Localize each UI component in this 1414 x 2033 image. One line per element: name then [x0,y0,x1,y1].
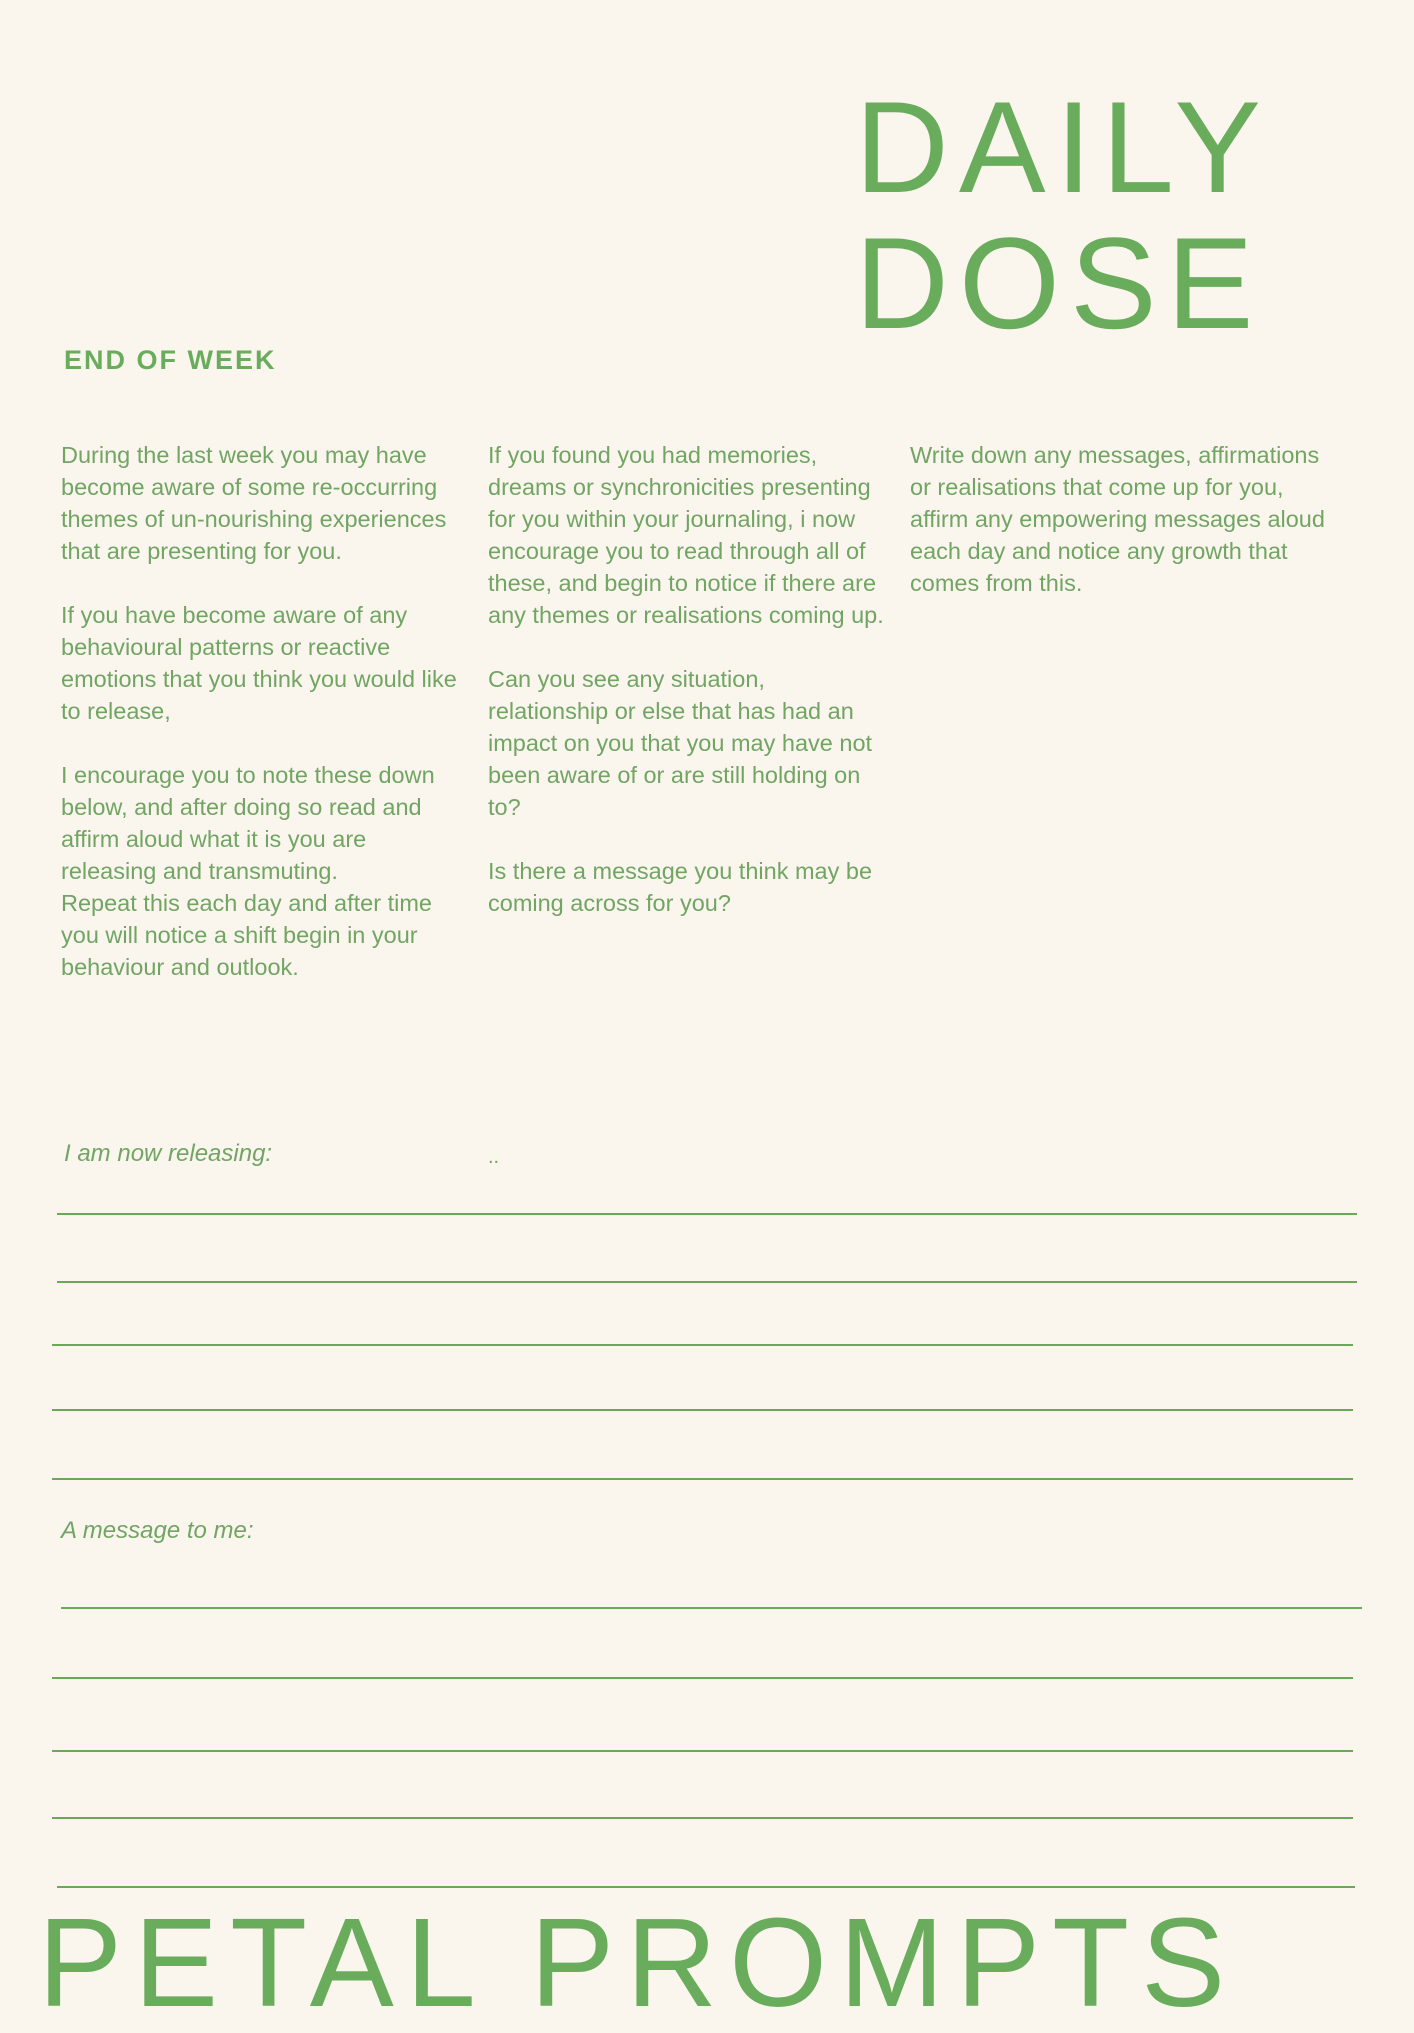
message-label: A message to me: [61,1517,254,1544]
paragraph: Can you see any situation, relationship or else that has had an impact on you that you may have not been aware of or are still holding on to? [488,666,873,820]
writing-line[interactable] [57,1213,1357,1215]
writing-line[interactable] [52,1677,1353,1679]
paragraph: If you have become aware of any behavioural patterns or reactive emotions that you think you would like to release, [61,602,457,724]
writing-line[interactable] [52,1409,1353,1411]
title-daily: DAILY [855,74,1272,220]
writing-line[interactable] [61,1607,1362,1609]
column-middle [488,439,888,919]
paragraph: If you found you had memories, dreams or synchronicities presenting for you within your journaling, i now encourage you to read through all of these, and begin to notice if there are any themes or realisations coming up. [488,442,884,628]
releasing-dots: .. [488,1146,500,1168]
section-heading: END OF WEEK [64,345,277,375]
writing-line[interactable] [52,1478,1353,1480]
writing-line[interactable] [57,1281,1357,1283]
paragraph: Is there a message you think may be coming across for you? [488,858,873,916]
writing-line[interactable] [52,1344,1353,1346]
footer-brand: PETAL PROMPTS [38,1892,1238,2033]
paragraph: I encourage you to note these down below, and after doing so read and affirm aloud what it is you are releasing and transmuting. [61,762,435,884]
column-right [910,439,1330,599]
writing-line[interactable] [52,1817,1353,1819]
paragraph: Write down any messages, affirmations or realisations that come up for you, affirm any empowering messages aloud each day and notice any growth that comes from this. [910,442,1325,596]
writing-line[interactable] [57,1886,1355,1888]
paragraph: Repeat this each day and after time you will notice a shift begin in your behaviour and outlook. [61,890,432,980]
paragraph: During the last week you may have become aware of some re-occurring themes of un-nourishing experiences that are presenting for you. [61,442,447,564]
title-dose: DOSE [855,210,1264,356]
writing-line[interactable] [52,1750,1353,1752]
releasing-label: I am now releasing: [64,1140,273,1167]
column-left [61,439,461,983]
